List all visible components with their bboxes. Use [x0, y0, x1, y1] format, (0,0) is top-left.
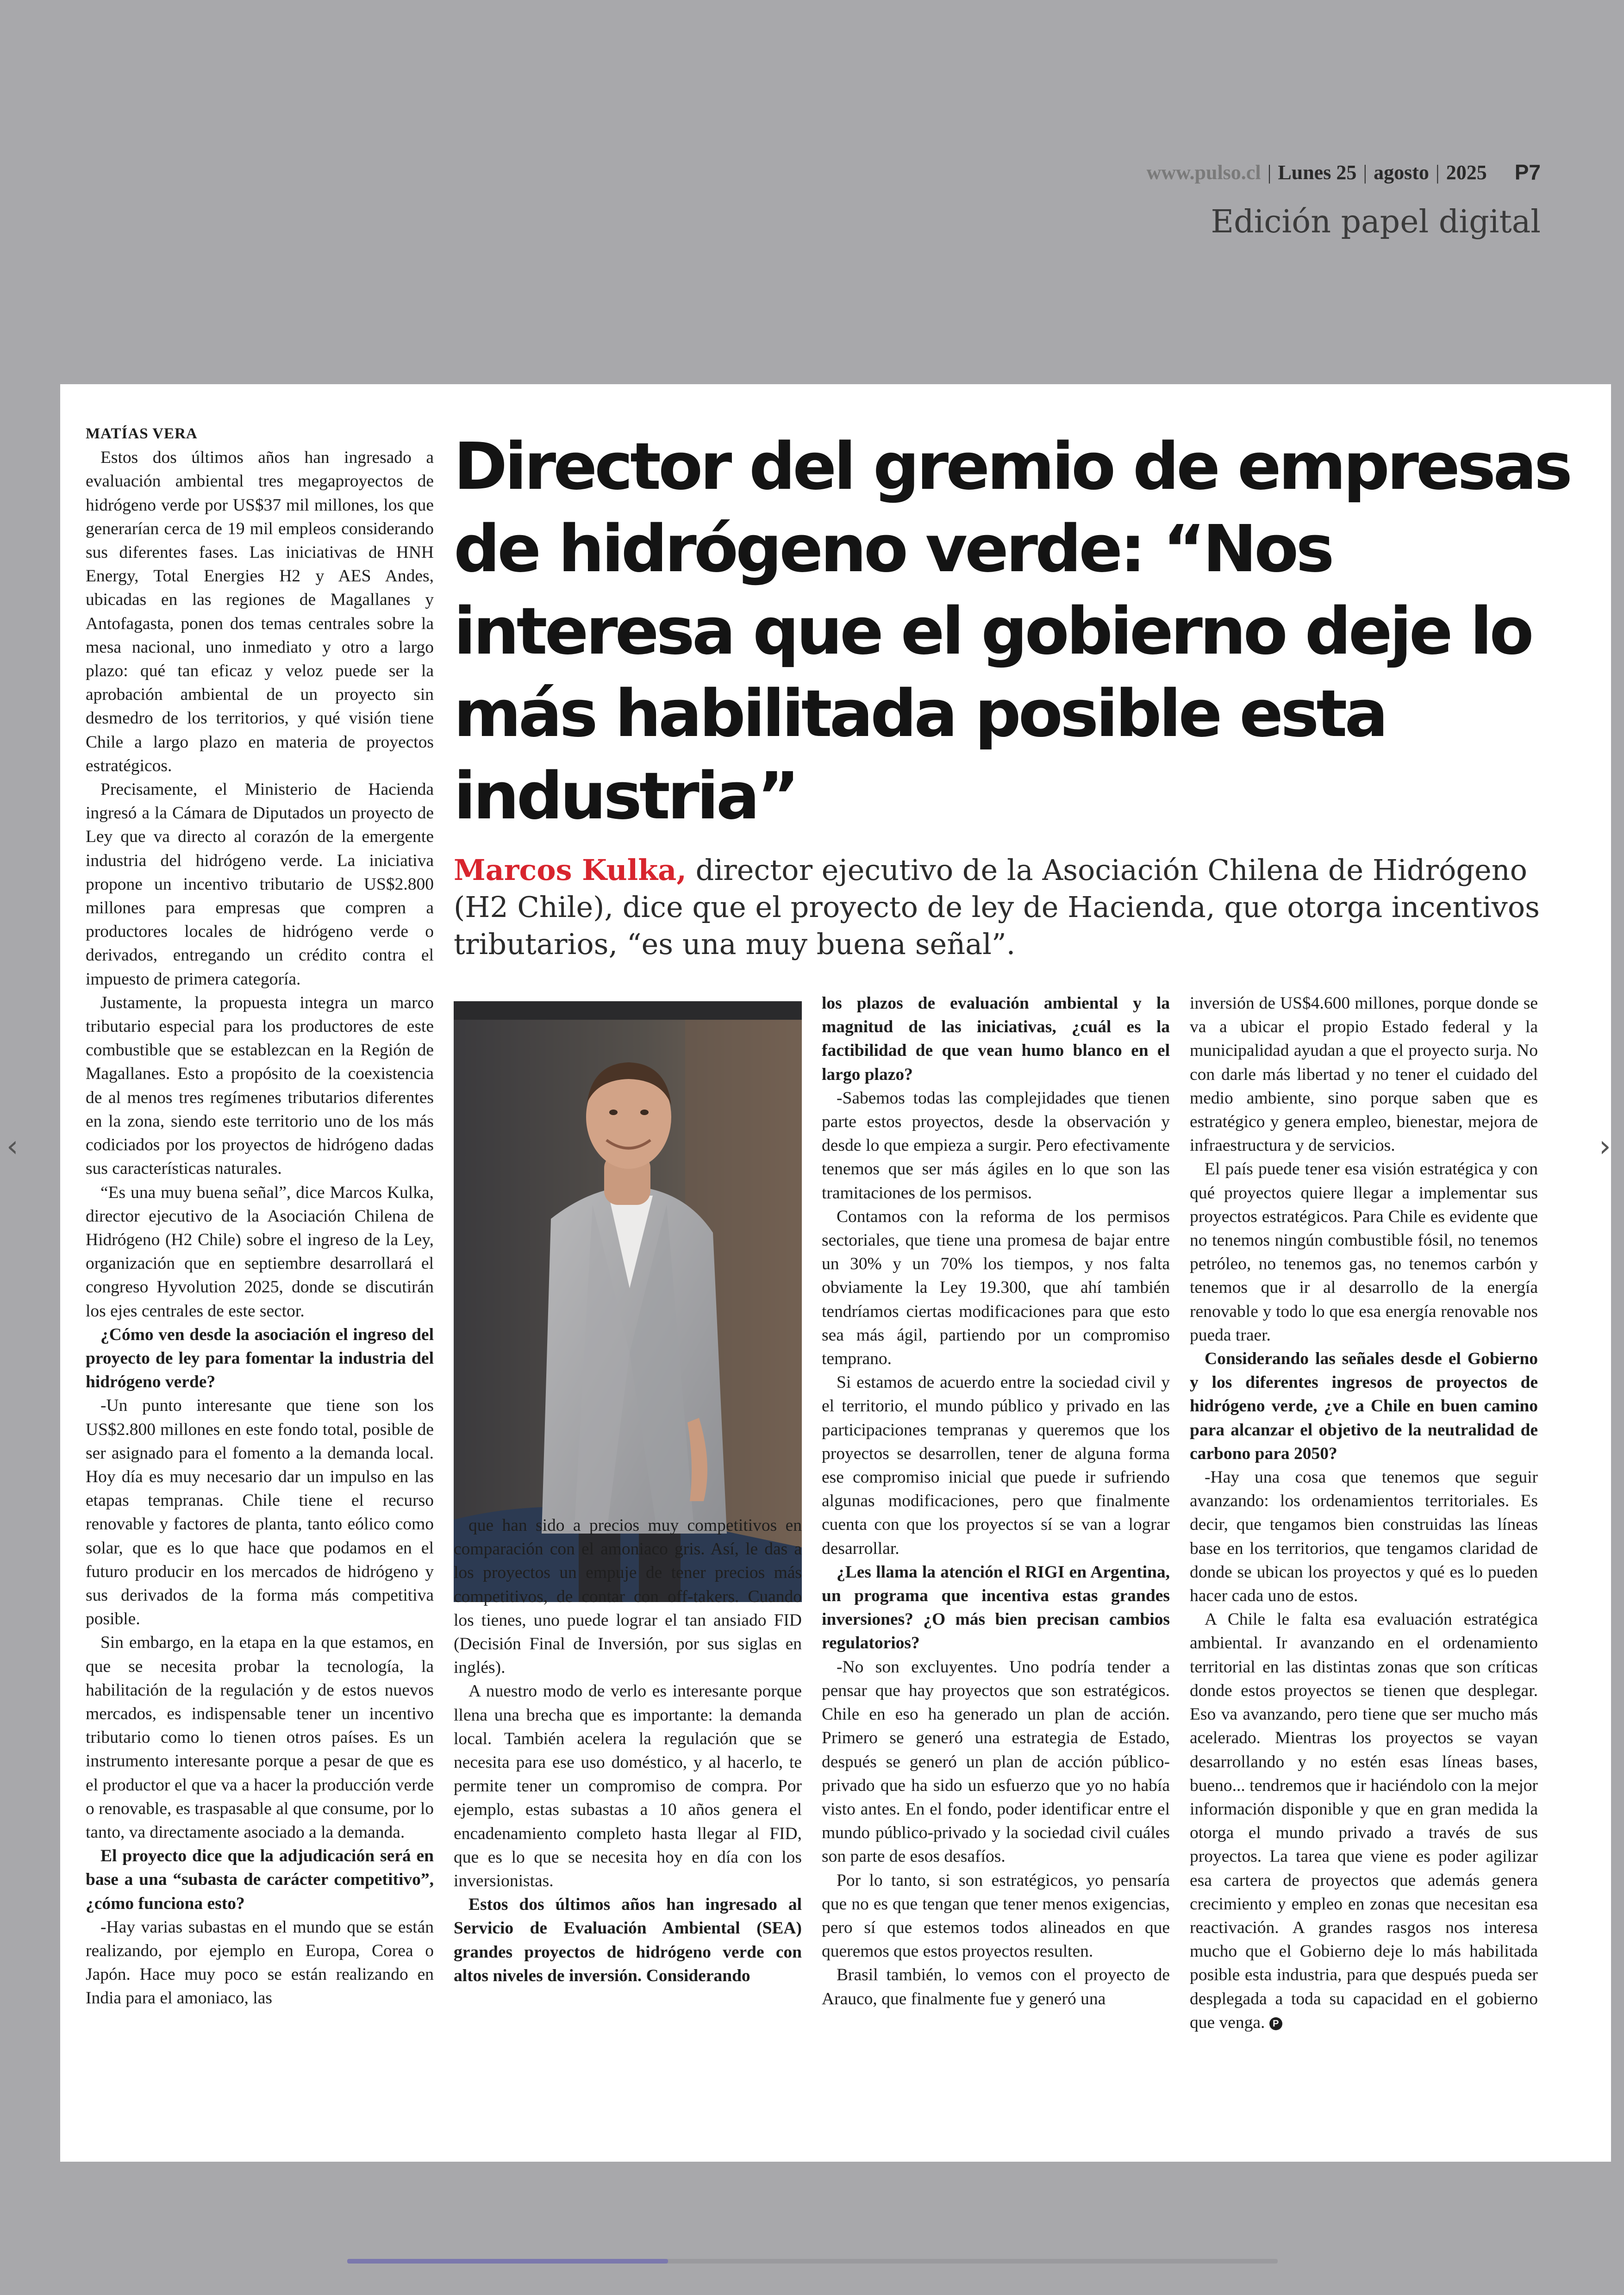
page-number: P7 — [1514, 160, 1541, 184]
body-paragraph: Justamente, la propuesta integra un marco tributario especial para los productores de este combustible que se establezcan en la Región de Magallanes. Esto a propósito de la coexistencia de al menos tres regímenes tributarios diferentes en la zona, siendo este territorio uno de los más codiciados por los proyectos de hidrógeno dadas sus características naturales. — [86, 993, 434, 1179]
body-paragraph: Precisamente, el Ministerio de Hacienda ingresó a la Cámara de Diputados un proyecto de Ley que va directo al corazón de la emergente industria del hidrógeno verde. La iniciativa propone un incentivo tributario de US$2.800 millones para empresas que compren a productores locales de hidrógeno verde o derivados, entregando un crédito contra el impuesto de primera categoría. — [86, 780, 434, 989]
body-paragraph: A nuestro modo de verlo es interesante porque llena una brecha que es importante: la demanda local. También acelera la regulación que se necesita para ese uso doméstico, y al hacerlo, te permite tener un compromiso de compra. Por ejemplo, estas subastas a 10 años genera el encadenamiento completo hasta llegar al FID, que es lo que se necesita hoy en día con los inversionistas. — [454, 1682, 802, 1891]
question-paragraph: Considerando las señales desde el Gobierno y los diferentes ingresos de proyectos de hidrógeno verde, ¿ve a Chile en buen camino para alcanzar el objetivo de la neutralidad de carbono para 2050? — [1190, 1349, 1538, 1463]
body-paragraph: Contamos con la reforma de los permisos sectoriales, que tiene una promesa de bajar entre un 30% y un 70% los tiempos, y nos falta obviamente la Ley 19.300, que ahí también tendríamos ciertas modificaciones para que esto sea más ágil, partiendo por un compromiso temprano. — [822, 1207, 1170, 1369]
date-bar — [1147, 160, 1541, 185]
reading-progress-fill — [347, 2259, 668, 2264]
site-url[interactable]: www.pulso.cl — [1146, 161, 1261, 184]
body-paragraph: -Sabemos todas las complejidades que tienen parte estos proyectos, desde la observación y desde lo que empieza a surgir. Pero efectivamente tenemos que ser más ágiles en lo que son las tramitaciones de los permisos. — [822, 1088, 1170, 1203]
body-paragraph: Brasil también, lo vemos con el proyecto de Arauco, que finalmente fue y generó una — [822, 1965, 1170, 2008]
separator: | — [1363, 161, 1368, 184]
issue-month: agosto — [1374, 161, 1429, 184]
question-paragraph: ¿Les llama la atención el RIGI en Argentina, un programa que incentiva estas grandes inversiones? ¿O más bien precisan cambios regulatorios? — [822, 1562, 1170, 1653]
question-paragraph: ¿Cómo ven desde la asociación el ingreso del proyecto de ley para fomentar la industria del hidrógeno verde? — [86, 1325, 434, 1392]
end-of-article-icon: P — [1269, 2017, 1282, 2030]
question-paragraph: El proyecto dice que la adjudicación será en base a una “subasta de carácter competitivo”, ¿cómo funciona esto? — [86, 1846, 434, 1913]
next-page-chevron-icon[interactable]: › — [1599, 1129, 1611, 1164]
issue-year: 2025 — [1446, 161, 1487, 184]
separator: | — [1435, 161, 1440, 184]
body-paragraph: -No son excluyentes. Uno podría tender a pensar que hay proyectos que son estratégicos. Chile en eso ha generado un plan de acción. Primero se generó una estrategia de Estado, después se generó un plan de acción público-privado que ha sido un esfuerzo que yo no había visto antes. En el fondo, poder identificar entre el mundo público-privado y la sociedad civil cuáles son parte de esos desafíos. — [822, 1657, 1170, 1866]
newspaper-page — [60, 384, 1611, 2162]
body-paragraph: Si estamos de acuerdo entre la sociedad civil y el territorio, el mundo público y privado en las participaciones tempranas y queremos que los proyectos se desarrollen, tener de alguna forma ese compromiso inicial que puede ir sufriendo algunas modificaciones, pero que finalmente cuenta con que los proyectos sí se van a lograr desarrollar. — [822, 1373, 1170, 1558]
headline: Director del gremio de empresas de hidrógeno verde: “Nos interesa que el gobierno deje lo más habilitada posible esta industria” — [454, 429, 1570, 834]
photo-spacer — [454, 992, 802, 1514]
issue-day: Lunes 25 — [1278, 161, 1357, 184]
body-paragraph: -Hay varias subastas en el mundo que se están realizando, por ejemplo en Europa, Corea o Japón. Hace muy poco se están realizando en India para el amoniaco, las — [86, 1917, 434, 2008]
body-paragraph: A Chile le falta esa evaluación estratégica ambiental. Ir avanzando en el ordenamiento territorial en las distintas zonas que son críticas donde estos proyectos se tienen que desplegar. Eso va avanzando, pero tiene que ser mucho más acelerado. Mientras los proyectos se vayan desarrollando y no estén esas líneas bases, bueno... tendremos que ir haciéndolo con la mejor información disponible y que en gran medida la otorga el mundo privado a través de sus proyectos. La tarea que viene es poder agilizar esa cartera de proyectos que además genera crecimiento y empleo en zonas que necesitan esa reactivación. A grandes rasgos nos interesa mucho que el Gobierno deje lo más habilitada posible esta industria, para que después pueda ser desplegada a toda su capacidad en el gobierno que venga. P — [1190, 1610, 1538, 2032]
body-paragraph: que han sido a precios muy competitivos en comparación con el amoniaco gris. Así, le das a los proyectos un empuje de tener precios más competitivos, de contar con off-takers. Cuando los tienes, uno puede lograr el tan ansiado FID (Decisión Final de Inversión, por sus siglas en inglés). — [454, 1516, 802, 1678]
deck-text: director ejecutivo de la Asociación Chilena de Hidrógeno (H2 Chile), dice que el proyecto de ley de Hacienda, que otorga incentivos tributarios, “es una muy buena señal”. — [454, 853, 1540, 961]
body-paragraph: -Hay una cosa que tenemos que seguir avanzando: los ordenamientos territoriales. Es decir, que tengamos bien construidas las líneas base en los territorios, que tengamos claridad de donde se ubican los proyectos y qué es lo pueden hacer cada uno de estos. — [1190, 1468, 1538, 1606]
prev-page-chevron-icon[interactable]: ‹ — [6, 1129, 19, 1164]
article-column-3 — [822, 992, 1170, 2149]
body-paragraph: “Es una muy buena señal”, dice Marcos Kulka, director ejecutivo de la Asociación Chilena de Hidrógeno (H2 Chile) sobre el ingreso de la Ley, organización que en septiembre desarrollará el congreso Hyvolution 2025, donde se discutirán los ejes centrales de este sector. — [86, 1183, 434, 1321]
question-paragraph: los plazos de evaluación ambiental y la magnitud de las iniciativas, ¿cuál es la factibilidad de que vean humo blanco en el largo plazo? — [822, 994, 1170, 1084]
deck-name: Marcos Kulka, — [454, 853, 687, 887]
body-paragraph: El país puede tener esa visión estratégica y con qué proyectos quiere llegar a implementar sus proyectos estratégicos. Para Chile es evidente que no tenemos ningún combustible fósil, no tenemos petróleo, no tenemos gas, no tenemos carbón y tenemos que ir al desarrollo de la energía renovable y todo lo que esa energía renovable nos pueda traer. — [1190, 1160, 1538, 1345]
article-column-4 — [1190, 992, 1538, 2149]
question-paragraph: Estos dos últimos años han ingresado al Servicio de Evaluación Ambiental (SEA) grandes proyectos de hidrógeno verde con altos niveles de inversión. Considerando — [454, 1895, 802, 1985]
author-byline: MATÍAS VERA — [86, 425, 198, 442]
deck — [454, 852, 1574, 963]
article-column-1 — [86, 422, 434, 2135]
separator: | — [1267, 161, 1272, 184]
article-column-2 — [454, 992, 802, 2149]
body-paragraph: Estos dos últimos años han ingresado a evaluación ambiental tres megaproyectos de hidrógeno verde por US$37 mil millones, los que generarían cerca de 19 mil empleos considerando sus diferentes fases. Las iniciativas de HNH Energy, Total Energies H2 y AES Andes, ubicadas en las regiones de Magallanes y Antofagasta, ponen dos temas centrales sobre la mesa nacional, uno inmediato y otro a largo plazo: qué tan eficaz y veloz puede ser la aprobación ambiental de un proyecto sin desmedro de los territorios, y qué visión tiene Chile a largo plazo en materia de proyectos estratégicos. — [86, 448, 434, 775]
body-paragraph: Por lo tanto, si son estratégicos, yo pensaría que no es que tengan que tener menos exigencias, pero sí que estemos todos alineados en que queremos que estos proyectos resulten. — [822, 1871, 1170, 1961]
edition-label: Edición papel digital — [1211, 204, 1541, 240]
body-paragraph: inversión de US$4.600 millones, porque donde se va a ubicar el propio Estado federal y la municipalidad ayudan a que el proyecto surja. No con darle más libertad y no tener el cuidado del medio ambiente, sino porque saben que es estratégico y genera empleo, bienestar, mejora de infraestructura y de servicios. — [1190, 994, 1538, 1155]
body-paragraph: Sin embargo, en la etapa en la que estamos, en que se necesita probar la tecnología, la habilitación de la regulación y de estos nuevos mercados, es indispensable tener un incentivo tributario como lo tienen otros países. Es un instrumento interesante porque a pesar de que es el productor el que va a hacer la producción verde o renovable, es traspasable al que consume, por lo tanto, va directamente asociado a la demanda. — [86, 1633, 434, 1842]
body-paragraph: -Un punto interesante que tiene son los US$2.800 millones en este fondo total, posible de ser asignado para el fomento a la demanda local. Hoy día es muy necesario dar un impulso en las etapas tempranas. Chile tiene el recurso renovable y factores de planta, tanto eólico como solar, que es lo que hace que podamos en el futuro producir en los mercados de hidrógeno y sus derivados de la forma más competitiva posible. — [86, 1396, 434, 1629]
